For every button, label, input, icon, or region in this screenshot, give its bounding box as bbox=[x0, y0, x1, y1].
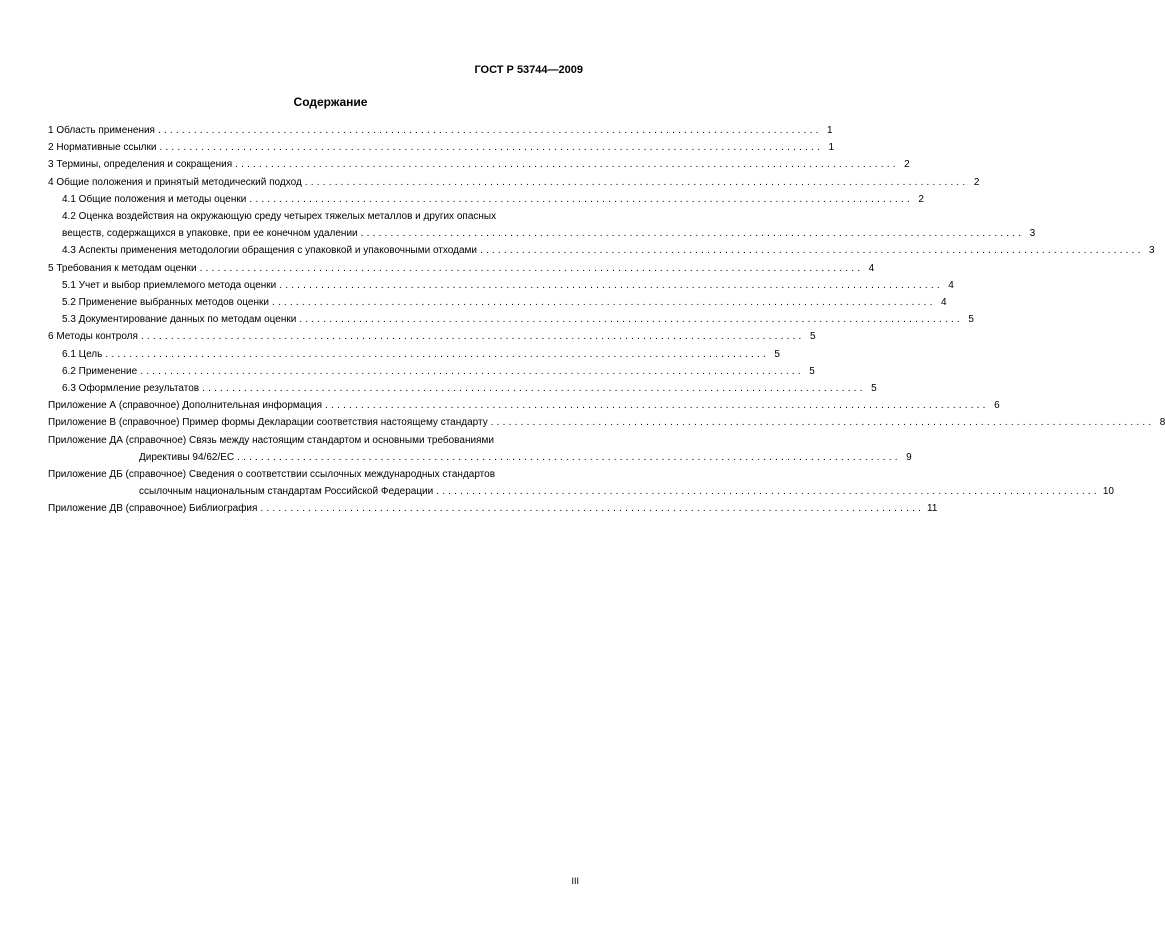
toc-entry-4[interactable] bbox=[48, 174, 980, 191]
toc-entry-text: 1 Область применения bbox=[48, 125, 155, 136]
toc-page-number: 4 bbox=[941, 297, 947, 309]
toc-entry-text-line2: Директивы 94/62/ЕС bbox=[139, 451, 235, 463]
toc-page-number: 1 bbox=[827, 125, 833, 136]
leader-dots: ............................................................................................................... bbox=[159, 142, 824, 154]
toc-page-number: 2 bbox=[918, 193, 924, 205]
toc-page-number: 3 bbox=[1149, 245, 1155, 257]
toc-page-number: 5 bbox=[809, 331, 816, 343]
toc-entry-text-line1: Приложение ДА (справочное) Связь между настоящим стандартом и основными требованиями bbox=[48, 434, 494, 446]
toc-entry-4-3[interactable] bbox=[62, 242, 1155, 259]
toc-entry-text: 4 Общие положения и принятый методический подход bbox=[48, 176, 302, 188]
toc-page-number: 4 bbox=[948, 279, 954, 291]
leader-dots: ............................................................................................................... bbox=[249, 193, 913, 205]
toc-entry-appendix-da[interactable] bbox=[48, 432, 912, 466]
toc-entry-text-line1: 4.2 Оценка воздействия на окружающую среду четырех тяжелых металлов и других опасных bbox=[62, 211, 497, 223]
toc-entry-appendix-b[interactable] bbox=[48, 414, 1165, 431]
toc-entry-text: 6 Методы контроля bbox=[48, 331, 138, 343]
toc-entry-5[interactable] bbox=[48, 260, 875, 277]
toc-entry-text-line2: веществ, содержащихся в упаковке, при ее конечном удалении bbox=[62, 228, 358, 240]
toc-entry-text: 3 Термины, определения и сокращения bbox=[48, 159, 233, 171]
leader-dots: ............................................................................................................... bbox=[237, 451, 901, 463]
toc-page-number: 5 bbox=[809, 365, 815, 377]
toc-entry-text-line1: Приложение ДБ (справочное) Сведения о соответствии ссылочных международных стандартов bbox=[48, 469, 496, 481]
leader-dots: ............................................................................................................... bbox=[260, 503, 925, 515]
leader-dots: ............................................................................................................... bbox=[360, 228, 1025, 240]
toc-page-number: 2 bbox=[904, 159, 910, 171]
toc-entry-text: 6.1 Цель bbox=[62, 348, 103, 360]
toc-entry-3[interactable] bbox=[48, 156, 910, 173]
toc-page-number: 2 bbox=[973, 176, 980, 188]
toc-page-number: 4 bbox=[868, 262, 875, 274]
toc-page-number: 10 bbox=[1102, 486, 1114, 498]
toc-page-number: 1 bbox=[828, 142, 835, 154]
toc-entry-text: 5.3 Документирование данных по методам оценки bbox=[62, 314, 297, 326]
toc-entry-6-1[interactable] bbox=[62, 346, 780, 363]
toc-entry-text-line2: ссылочным национальным стандартам Российской Федерации bbox=[139, 486, 434, 498]
table-of-contents bbox=[48, 122, 1165, 518]
toc-entry-text: Приложение ДВ (справочное) Библиография bbox=[48, 503, 258, 515]
toc-entry-appendix-a[interactable] bbox=[48, 397, 1000, 414]
toc-entry-4-2[interactable] bbox=[62, 208, 1036, 242]
toc-entry-6-2[interactable] bbox=[62, 363, 815, 380]
toc-entry-appendix-db[interactable] bbox=[48, 466, 1114, 500]
toc-entry-2[interactable] bbox=[48, 139, 835, 156]
toc-page-number: 6 bbox=[994, 400, 1000, 412]
toc-entry-4-1[interactable] bbox=[62, 191, 924, 208]
leader-dots: ............................................................................................................... bbox=[235, 159, 899, 171]
page-number: III bbox=[571, 876, 579, 886]
toc-entry-5-3[interactable] bbox=[62, 311, 974, 328]
toc-page-number: 11 bbox=[927, 503, 938, 515]
toc-entry-text: 6.3 Оформление результатов bbox=[62, 383, 200, 395]
toc-entry-text: 5.2 Применение выбранных методов оценки bbox=[62, 297, 269, 309]
toc-entry-text: 6.2 Применение bbox=[62, 365, 138, 377]
toc-entry-1[interactable] bbox=[48, 122, 833, 139]
leader-dots: ............................................................................................................... bbox=[199, 262, 864, 274]
leader-dots: ............................................................................................................... bbox=[140, 365, 804, 377]
toc-entry-5-2[interactable] bbox=[62, 294, 947, 311]
toc-entry-text: 4.3 Аспекты применения методологии обращения с упаковкой и упаковочными отходами bbox=[62, 245, 477, 257]
toc-page-number: 3 bbox=[1029, 228, 1036, 240]
toc-page-number: 5 bbox=[871, 383, 877, 395]
document-standard-number: ГОСТ Р 53744—2009 bbox=[474, 64, 583, 76]
leader-dots: ............................................................................................................... bbox=[279, 279, 943, 291]
leader-dots: ............................................................................................................... bbox=[105, 348, 769, 360]
toc-entry-appendix-dv[interactable] bbox=[48, 500, 938, 517]
toc-page-number: 5 bbox=[774, 348, 780, 360]
toc-entry-6[interactable] bbox=[48, 328, 816, 345]
toc-page-number: 5 bbox=[968, 314, 974, 326]
toc-page-number: 8 bbox=[1159, 417, 1165, 429]
leader-dots: ............................................................................................................... bbox=[436, 486, 1100, 498]
toc-page-number: 9 bbox=[906, 451, 912, 463]
leader-dots: ............................................................................................................... bbox=[325, 400, 989, 412]
toc-entry-text: Приложение А (справочное) Дополнительная информация bbox=[48, 400, 323, 412]
toc-entry-text: 2 Нормативные ссылки bbox=[48, 142, 157, 154]
leader-dots: ............................................................................................................... bbox=[271, 297, 936, 309]
leader-dots: ............................................................................................................... bbox=[299, 314, 963, 326]
leader-dots: ............................................................................................................... bbox=[157, 125, 822, 136]
leader-dots: ............................................................................................................... bbox=[479, 245, 1144, 257]
toc-entry-text: 4.1 Общие положения и методы оценки bbox=[62, 193, 247, 205]
leader-dots: ............................................................................................................... bbox=[304, 176, 969, 188]
toc-entry-5-1[interactable] bbox=[62, 277, 954, 294]
page-title: Содержание bbox=[293, 95, 368, 109]
leader-dots: ............................................................................................................... bbox=[490, 417, 1155, 429]
leader-dots: ............................................................................................................... bbox=[202, 383, 866, 395]
toc-entry-6-3[interactable] bbox=[62, 380, 877, 397]
toc-entry-text: 5.1 Учет и выбор приемлемого метода оценки bbox=[62, 279, 277, 291]
leader-dots: ............................................................................................................... bbox=[140, 331, 805, 343]
toc-entry-text: 5 Требования к методам оценки bbox=[48, 262, 197, 274]
toc-entry-text: Приложение В (справочное) Пример формы Декларации соответствия настоящему стандарту bbox=[48, 417, 488, 429]
